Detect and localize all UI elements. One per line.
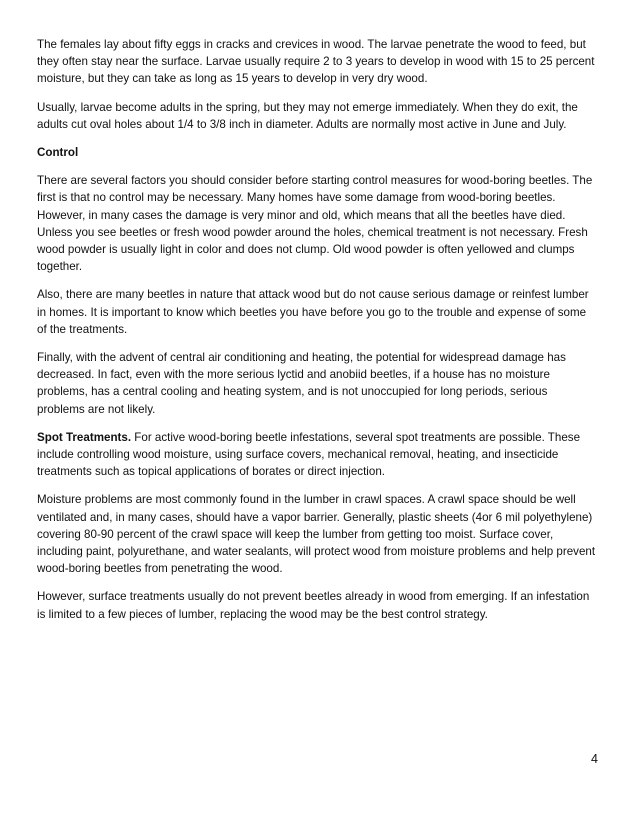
paragraph-central-air: Finally, with the advent of central air conditioning and heating, the potential for widespread damage has decreased. In fact, even with the more serious lyctid and anobiid beetles, if a house has no moisture problems, has a central cooling and heating system, and is not unoccupied for long periods, serious problems are not likely. [37,351,566,416]
document-body [37,36,597,634]
paragraph-adult-emergence: Usually, larvae become adults in the spring, but they may not emerge immediately. When they do exit, the adults cut oval holes about 1/4 to 3/8 inch in diameter. Adults are normally most active in June and July. [37,100,578,131]
paragraph-surface-treatments: However, surface treatments usually do not prevent beetles already in wood from emerging. If an infestation is limited to a few pieces of lumber, replacing the wood may be the best control strategy. [37,590,590,621]
paragraph-egg-laying: The females lay about fifty eggs in cracks and crevices in wood. The larvae penetrate the wood to feed, but they often stay near the surface. Larvae usually require 2 to 3 years to develop in wood with 15 to 25 percent moisture, but they can take as long as 15 years to develop in very dry wood. [37,38,595,86]
page-number: 4 [591,752,598,766]
paragraph-spot-treatments [37,429,597,481]
paragraph-beetle-identification: Also, there are many beetles in nature that attack wood but do not cause serious damage or reinfest lumber in homes. It is important to know which beetles you have before you go to the trouble and expense of some of the treatments. [37,288,589,336]
paragraph-moisture-problems: Moisture problems are most commonly found in the lumber in crawl spaces. A crawl space should be well ventilated and, in many cases, should have a vapor barrier. Generally, plastic sheets (4or 6 mil polyethylene) covering 80-90 percent of the crawl space will keep the lumber from getting too moist. Surface cover, including paint, polyurethane, and water sealants, will protect wood from moisture problems and help prevent wood-boring beetles from penetrating the wood. [37,493,596,576]
paragraph-control-factors: There are several factors you should consider before starting control measures for wood-boring beetles. The first is that no control may be necessary. Many homes have some damage from wood-boring beetles. However, in many cases the damage is very minor and old, which means that all the beetles have died. Unless you see beetles or fresh wood powder around the holes, chemical treatment is not necessary. Fresh wood powder is usually light in color and does not clump. Old wood powder is often yellowed and clumps together. [37,174,593,274]
section-heading-control: Control [37,146,79,160]
run-in-heading-spot-treatments: Spot Treatments. [37,430,132,444]
spot-treatments-text: For active wood-boring beetle infestations, several spot treatments are possible. These include controlling wood moisture, using surface covers, mechanical removal, heating, and insecticide treatments such as topical applications of borates or direct injection. [37,430,581,479]
